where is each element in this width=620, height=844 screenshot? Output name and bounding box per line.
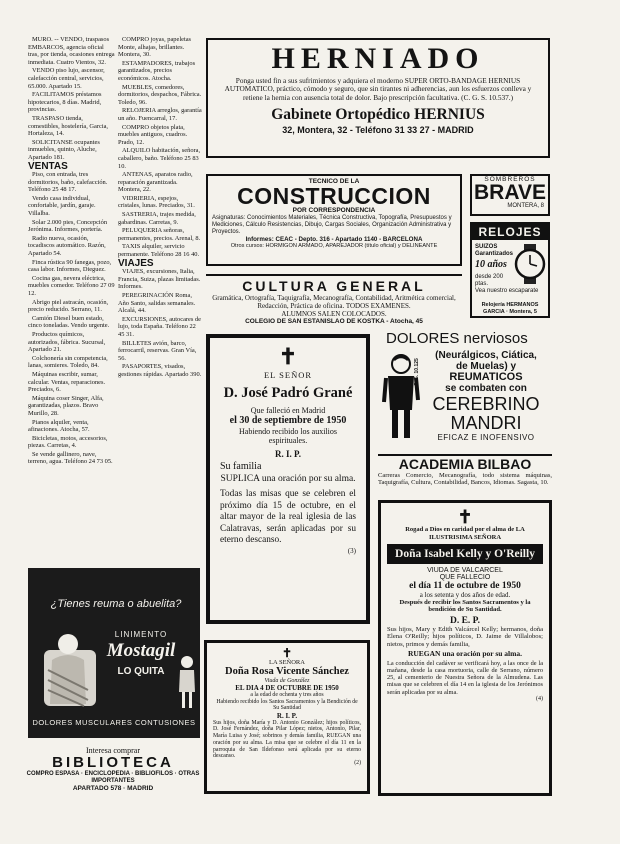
classified-ad: BILLETES avión, barco, ferrocarril, reservas. Gran Vía, 56. [118, 339, 197, 362]
cultura-address: COLEGIO DE SAN ESTANISLAO DE KOSTKA - Atocha, 45 [245, 318, 423, 325]
classifieds-column-2 [118, 36, 202, 561]
relojes-title: RELOJES [472, 224, 548, 240]
brave-address: MONTERA, 8 [507, 203, 544, 209]
classified-ad: COMPRO joyas, papeletas Monte, alhajas, brillantes. Montera, 30. [118, 36, 192, 59]
obit2-num: (2) [354, 760, 361, 766]
classified-ad: Colchonería sin competencia, lanas, somieres. Toledo, 84. [28, 354, 108, 370]
construccion-title: CONSTRUCCION [237, 183, 431, 209]
classified-ad: ALQUILO habitación, señora, caballero, baño. Teléfono 25 83 10. [118, 147, 201, 170]
classified-ad: COMPRO objetos plata, muebles antiguos, cuadros. Prado, 12. [118, 123, 188, 146]
brave-title: BRAVE [474, 181, 546, 204]
obit3-age: a los setenta y dos años de edad. [419, 591, 511, 599]
obit2-name: Doña Rosa Vicente Sánchez [225, 666, 349, 677]
classified-ad: PEREGRINACIÓN Roma, Año Santo, salidas semanales. Alcalá, 44. [118, 292, 196, 315]
obit1-died2: el 30 de septiembre de 1950 [229, 415, 347, 426]
dolores-side-code: C. S. 10.125 [414, 358, 420, 386]
relojes-ad [470, 222, 550, 318]
classified-ad: Se vende gallinero, nave, terreno, agua. Teléfono 24 73 05. [28, 450, 113, 466]
relojes-line4: Vea nuestro escaparate [475, 288, 539, 294]
classified-ad: SASTRERIA, trajes medida, gabardinas. Carretas, 9. [118, 211, 196, 226]
classifieds-column-1 [28, 36, 116, 561]
herniado-cabinet: Gabinete Ortopédico HERNIUS [271, 106, 485, 124]
academia-body: Carreras Comercio, Mecanografía, todo sistema máquinas, Taquigrafía, Cultura, Contabilidad, Bancos, Idiomas. Sagasta, 10. [378, 472, 552, 487]
obit3-name: Doña Isabel Kelly y O'Reilly [387, 544, 543, 564]
relojes-line1: SUIZOS Garantizados [475, 244, 514, 257]
dolores-combat: se combaten con [445, 383, 527, 394]
obit2-sacraments: Habiendo recibido los Santos Sacramentos y la Bendición de Su Santidad [216, 698, 358, 712]
classified-ad: ANTENAS, aparatos radio, reparación garantizada. Montera, 22. [118, 171, 193, 194]
obit3-rip: D. E. P. [449, 615, 480, 626]
dolores-sub1: (Neurálgicos, Ciática, [435, 350, 537, 361]
obit2-rip: R. I. P. [276, 711, 298, 720]
relojes-line2: 10 años [475, 259, 507, 270]
obit3-ruegan: RUEGAN una oración por su alma. [407, 648, 523, 658]
classified-ad: Máquinas escribir, sumar, calcular. Ventas, reparaciones. Preciados, 6. [28, 370, 106, 394]
cultura-alumnos: ALUMNOS SALEN COLOCADOS. [281, 310, 387, 318]
classified-ad: EXCURSIONES, autocares de lujo, toda España. Teléfono 22 45 31. [118, 315, 201, 338]
obit1-died1: Que falleció en Madrid [250, 406, 326, 415]
cultura-title: CULTURA GENERAL [242, 278, 426, 294]
mostagil-liniment-label: LINIMENTO [114, 630, 168, 639]
construccion-otros: Otros cursos: HORMIGON ARMADO, APAREJADOR (título oficial) y DELINEANTE [230, 243, 438, 249]
classified-ad: TRASPASO tienda, comestibles, hostelería, Garcia, Hortaleza, 14. [28, 114, 109, 138]
dolores-reuma: REUMATICOS [449, 371, 523, 383]
classified-ad: PELUQUERIA señoras, permanentes, precios. Arenal, 8. [118, 227, 201, 242]
obit3-ruega: Rogad a Dios en caridad por el alma de LA ILUSTRISIMA SEÑORA [405, 526, 525, 541]
classified-ad: Cocina gas, nevera eléctrica, muebles comedor. Teléfono 27 09 12. [28, 274, 115, 297]
section-heading-ventas: VENTAS [28, 160, 68, 172]
biblioteca-title: BIBLIOTECA [52, 754, 174, 771]
classified-ad: RELOJERIA arreglos, garantía un año. Fuencarral, 17. [118, 107, 202, 122]
biblioteca-address: APARTADO 578 · MADRID [72, 785, 154, 792]
obit2-intro: LA SEÑORA [269, 659, 305, 666]
herniado-body: Ponga usted fin a sus sufrimientos y adquiera el moderno SUPER ORTO-BANDAGE HERNIUS AUTOMATICO, práctico, cómodo y seguro, que sin tirantes ni adherencias, aun los esfuerzos conlleva y retiene la hernia con ausencia total de dolor. Bajo prescripción facultativa. (C. G. S. 10.537.) [224, 76, 532, 102]
biblioteca-detail: COMPRO ESPASA · ENCICLOPEDIA · BIBLIOFILOS · OTRAS IMPORTANTES [26, 771, 200, 784]
classified-ad: SOLICITANSE ocupantes inmuebles, quinto, Aluche, Apartado 181. [28, 138, 100, 161]
obit1-sacraments: Habiendo recibido los auxilios espirituales. [239, 427, 337, 445]
mostagil-question: ¿Tienes reuma o abuelita? [50, 598, 182, 610]
classified-ad: VIDRIERIA, espejos, cristales, lunas. Preciados, 31. [118, 194, 195, 210]
herniado-title: HERNIADO [271, 42, 485, 75]
classified-ad: Radio nueva, ocasión, tocadiscos automático. Razón, Apartado 54. [28, 234, 106, 258]
classified-ad: Pianos alquiler, venta, afinaciones. Atocha, 57. [28, 418, 90, 434]
mostagil-cure: LO QUITA [117, 666, 165, 677]
classified-ad: PASAPORTES, visados, gestiones rápidas. Apartado 390. [118, 363, 202, 378]
obit3-widow: VIUDA DE VALCARCEL [427, 567, 503, 574]
classified-ad: ESTAMPADORES, trabajos garantizados, precios económicos. Atocha. [118, 59, 196, 82]
brave-top: SOMBREROS [484, 176, 536, 183]
obit3-num: (4) [536, 696, 543, 703]
academia-bilbao-ad [378, 454, 552, 498]
dolores-tag: EFICAZ E INOFENSIVO [437, 433, 535, 442]
obit2-died: EL DIA 4 DE OCTUBRE DE 1950 [235, 684, 339, 692]
obit3-que: QUE FALLECIO [439, 574, 491, 581]
classified-ad: Máquina coser Singer, Alfa, garantizadas, plazos. Bravo Murillo, 28. [28, 394, 104, 417]
construccion-top: TECNICO DE LA [308, 178, 360, 185]
academia-title: ACADEMIA BILBAO [398, 456, 532, 472]
brave-ad [470, 174, 550, 216]
classified-ad: MURO. -- VENDO, traspasos EMBARCOS, agencia oficial tras, por tienda, ocasiones entrega inmediata. Cuatro Vientos, 32. [28, 36, 115, 66]
construccion-sub: POR CORRESPONDENCIA [292, 207, 376, 214]
dolores-brand2: MANDRI [450, 413, 522, 433]
classified-ad: Piso, con entrada, tres dormitorios, baño, calefacción. Teléfono 25 48 17. [28, 171, 108, 194]
classified-ad: TAXIS alquiler, servicio permanente. Teléfono 28 16 40. [118, 243, 200, 259]
obit1-mass: Todas las misas que se celebren el próximo día 15 de octubre, en el altar mayor de la real iglesia de las Calatravas, serán aplicadas por su eterno descanso. [220, 489, 356, 545]
dolores-title: DOLORES nerviosos [386, 330, 528, 347]
obituary-isabel-kelly [378, 500, 552, 796]
mostagil-footer: DOLORES MUSCULARES CONTUSIONES [32, 718, 196, 727]
mostagil-brand: Mostagil [106, 640, 176, 661]
girl-illustration [178, 654, 196, 710]
biblioteca-ad [24, 746, 202, 798]
cultura-body: Gramática, Ortografía, Taquigrafía, Mecanografía, Contabilidad, Aritmética comercial, Redacción, Práctica de oficina. TODOS EXAMENES. [212, 294, 456, 310]
mostagil-ad [28, 568, 200, 738]
obituary-padro-grane [206, 334, 370, 624]
construccion-informes: Informes: CEAC - Depto. 316 - Apartado 1140 - BARCELONA [245, 236, 423, 243]
obit1-intro: EL SEÑOR [263, 370, 313, 380]
classified-ad: Abrigo piel astracán, ocasión, precio reducido. Serrano, 11. [28, 298, 109, 314]
obit3-date: el día 11 de octubre de 1950 [409, 581, 521, 591]
classified-ad: Finca rústica 90 fanegas, pozo, casa labor. Informes, Dieguez. [28, 258, 112, 274]
dolores-brand1: CEREBRINO [432, 394, 540, 414]
classified-ad: Solar 2.000 pies, Concepción Jerónima. Informes, portería. [28, 218, 108, 234]
construccion-body: Asignaturas: Conocimientos Materiales, Técnica Constructiva, Topografía, Presupuestos y Mediciones, Cálculo Resistencias, Dibujo, Cargas Sociales, Organización Administrativa y Proyectos. [212, 215, 452, 235]
classified-ad: VENDO piso lujo, ascensor, calefacción central, servicios, 65.000. Apartado 15. [28, 67, 105, 90]
cross-icon: ✝ [281, 646, 293, 660]
obit1-num: (3) [347, 546, 356, 555]
classified-ad: Vendo casa individual, confortable, jardín, garaje. Villalba. [28, 194, 96, 218]
obit2-widow: Viuda de González [264, 678, 310, 684]
obit3-family: Sus hijos, Mary y Edith Valcárcel Kelly; hermanos, doña Elena O'Reilly; hijos políticos, D. Jaime de Villalobos; nietos, primos y demás familia, [387, 625, 543, 648]
biblioteca-intro: Interesa comprar [86, 746, 140, 755]
obit3-mass: La conducción del cadáver se verificará hoy, a las once de la mañana, desde la casa mortuoria, calle de Serrano, número 25, al cementerio de Nuestra Señora de la Almudena. Las misas que se celebren el día 14 en la iglesia de los Jerónimos serán aplicadas por su alma. [387, 659, 543, 696]
relojes-footer: Relojería HERMANOS GARCIA · Montera, 5 [481, 302, 539, 315]
herniado-ad [206, 38, 550, 158]
cross-icon: ✝ [278, 344, 298, 369]
cerebrino-mandri-ad [378, 330, 552, 450]
obit1-rip: R. I. P. [275, 449, 301, 459]
dolores-sub [422, 350, 550, 443]
obit2-body: Sus hijos, doña María y D. Antonio González; hijos políticos, D. José Fernández, doña Pilar López; nietos, Antonio, Pilar, María Luisa y José; sobrinos y demás familia, RUEGAN una oración por su alma. La misa que se celebre el día 11 en la parroquia de San Ildefonso será aplicada por su eterno descanso. [213, 719, 361, 760]
dolores-sub2: de Muelas) y [455, 361, 517, 372]
obit3-sacraments: Después de recibir los Santos Sacramentos y la bendición de Su Santidad. [399, 599, 531, 614]
classified-ad: Bicicletas, motos, accesorios, piezas. Carretas, 4. [28, 434, 108, 450]
grandmother-illustration [38, 620, 100, 710]
obit1-supplication: SUPLICA una oración por su alma. [220, 474, 356, 484]
obituary-rosa-vicente [204, 640, 370, 794]
classified-ad: Productos químicos, autorizados, fábrica. Sucursal, Apartado 21. [28, 330, 106, 354]
obit1-name: D. José Padró Grané [223, 385, 353, 401]
classified-ad: MUEBLES, comedores, dormitorios, despachos, Fábrica. Toledo, 96. [118, 83, 202, 106]
obit2-age: a la edad de ochenta y tres años [250, 692, 324, 698]
relojes-line3: desde 200 ptas. [475, 274, 504, 287]
section-heading-viajes: VIAJES [118, 257, 154, 269]
classified-ad: Camión Diesel buen estado, cinco toneladas. Vendo urgente. [28, 314, 110, 330]
herniado-address: 32, Montera, 32 - Teléfono 31 33 27 - MADRID [282, 125, 474, 136]
classified-ad: VIAJES, excursiones, Italia, Francia, Suiza, plazas limitadas. Informes. [118, 268, 201, 291]
obit1-family: Su familia [220, 461, 262, 472]
cultura-ad [206, 274, 462, 326]
cross-icon: ✝ [457, 507, 473, 527]
classified-ad: FACILITAMOS préstamos hipotecarios, 8 días. Madrid, provincias. [28, 91, 102, 114]
construccion-ad [206, 174, 462, 266]
